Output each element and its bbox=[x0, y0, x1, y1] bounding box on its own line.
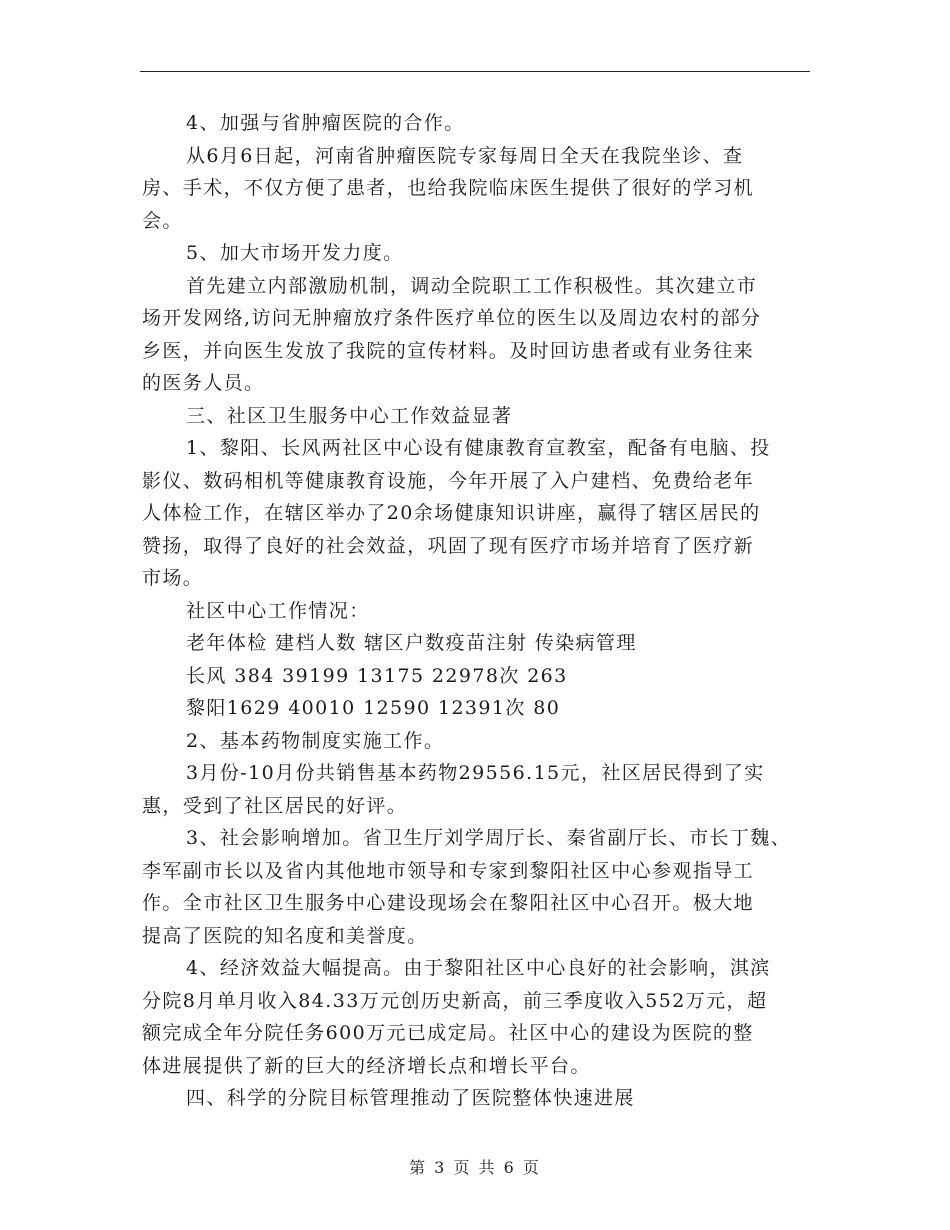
paragraph-line-p02: 从6月6日起，河南省肿瘤医院专家每周日全天在我院坐诊、查 bbox=[186, 144, 744, 167]
paragraph-line-p03: 房、手术，不仅方便了患者，也给我院临床医生提供了很好的学习机 bbox=[142, 177, 755, 199]
paragraph-line-p01: 4、加强与省肿瘤医院的合作。 bbox=[186, 112, 465, 134]
paragraph-line-p13: 人体检工作，在辖区举办了20余场健康知识讲座，赢得了辖区居民的 bbox=[142, 502, 761, 524]
paragraph-line-p29: 额完成全年分院任务600万元已成定局。社区中心的建设为医院的整 bbox=[142, 1022, 754, 1044]
paragraph-line-p25: 作。全市社区卫生服务中心建设现场会在黎阳社区中心召开。极大地 bbox=[142, 892, 755, 914]
paragraph-line-p24: 李军副市长以及省内其他地市领导和专家到黎阳社区中心参观指导工 bbox=[142, 859, 755, 882]
paragraph-line-p26: 提高了医院的知名度和美誉度。 bbox=[142, 924, 428, 947]
paragraph-line-p05: 5、加大市场开发力度。 bbox=[186, 242, 404, 264]
paragraph-line-p22: 惠，受到了社区居民的好评。 bbox=[142, 794, 408, 817]
paragraph-line-p08: 乡医，并向医生发放了我院的宣传材料。及时回访患者或有业务往来 bbox=[142, 339, 755, 362]
paragraph-line-p19: 黎阳1629 40010 12590 12391次 80 bbox=[186, 697, 561, 719]
header-rule bbox=[140, 71, 810, 72]
paragraph-line-p10: 三、社区卫生服务中心工作效益显著 bbox=[186, 404, 513, 427]
document-body bbox=[142, 107, 810, 1115]
paragraph-line-p17: 老年体检 建档人数 辖区户数疫苗注射 传染病管理 bbox=[186, 632, 637, 654]
paragraph-line-p16: 社区中心工作情况： bbox=[186, 599, 370, 622]
paragraph-line-p12: 影仪、数码相机等健康教育设施，今年开展了入户建档、免费给老年 bbox=[142, 469, 755, 492]
paragraph-line-p30: 体进展提供了新的巨大的经济增长点和增长平台。 bbox=[142, 1054, 591, 1077]
paragraph-line-p27: 4、经济效益大幅提高。由于黎阳社区中心良好的社会影响，淇滨 bbox=[186, 957, 771, 979]
paragraph-line-p23: 3、社会影响增加。省卫生厅刘学周厅长、秦省副厅长、市长丁魏、 bbox=[186, 827, 792, 849]
paragraph-line-p04: 会。 bbox=[142, 209, 183, 232]
paragraph-line-p09: 的医务人员。 bbox=[142, 372, 265, 394]
paragraph-line-p21: 3月份-10月份共销售基本药物29556.15元，社区居民得到了实 bbox=[186, 762, 765, 784]
paragraph-line-p11: 1、黎阳、长风两社区中心设有健康教育宣教室，配备有电脑、投 bbox=[186, 437, 771, 459]
paragraph-line-p15: 市场。 bbox=[142, 567, 204, 589]
paragraph-line-p18: 长风 384 39199 13175 22978次 263 bbox=[186, 664, 568, 687]
paragraph-line-p14: 赞扬，取得了良好的社会效益，巩固了现有医疗市场并培育了医疗新 bbox=[142, 534, 755, 557]
paragraph-line-p31: 四、科学的分院目标管理推动了医院整体快速进展 bbox=[186, 1087, 635, 1109]
paragraph-line-p06: 首先建立内部激励机制，调动全院职工工作积极性。其次建立市 bbox=[186, 274, 758, 297]
paragraph-line-p07: 场开发网络,访问无肿瘤放疗条件医疗单位的医生以及周边农村的部分 bbox=[142, 307, 762, 329]
paragraph-line-p20: 2、基本药物制度实施工作。 bbox=[186, 729, 445, 752]
page-footer: 第 3 页 共 6 页 bbox=[409, 1158, 541, 1177]
paragraph-line-p28: 分院8月单月收入84.33万元创历史新高，前三季度收入552万元，超 bbox=[142, 989, 768, 1012]
